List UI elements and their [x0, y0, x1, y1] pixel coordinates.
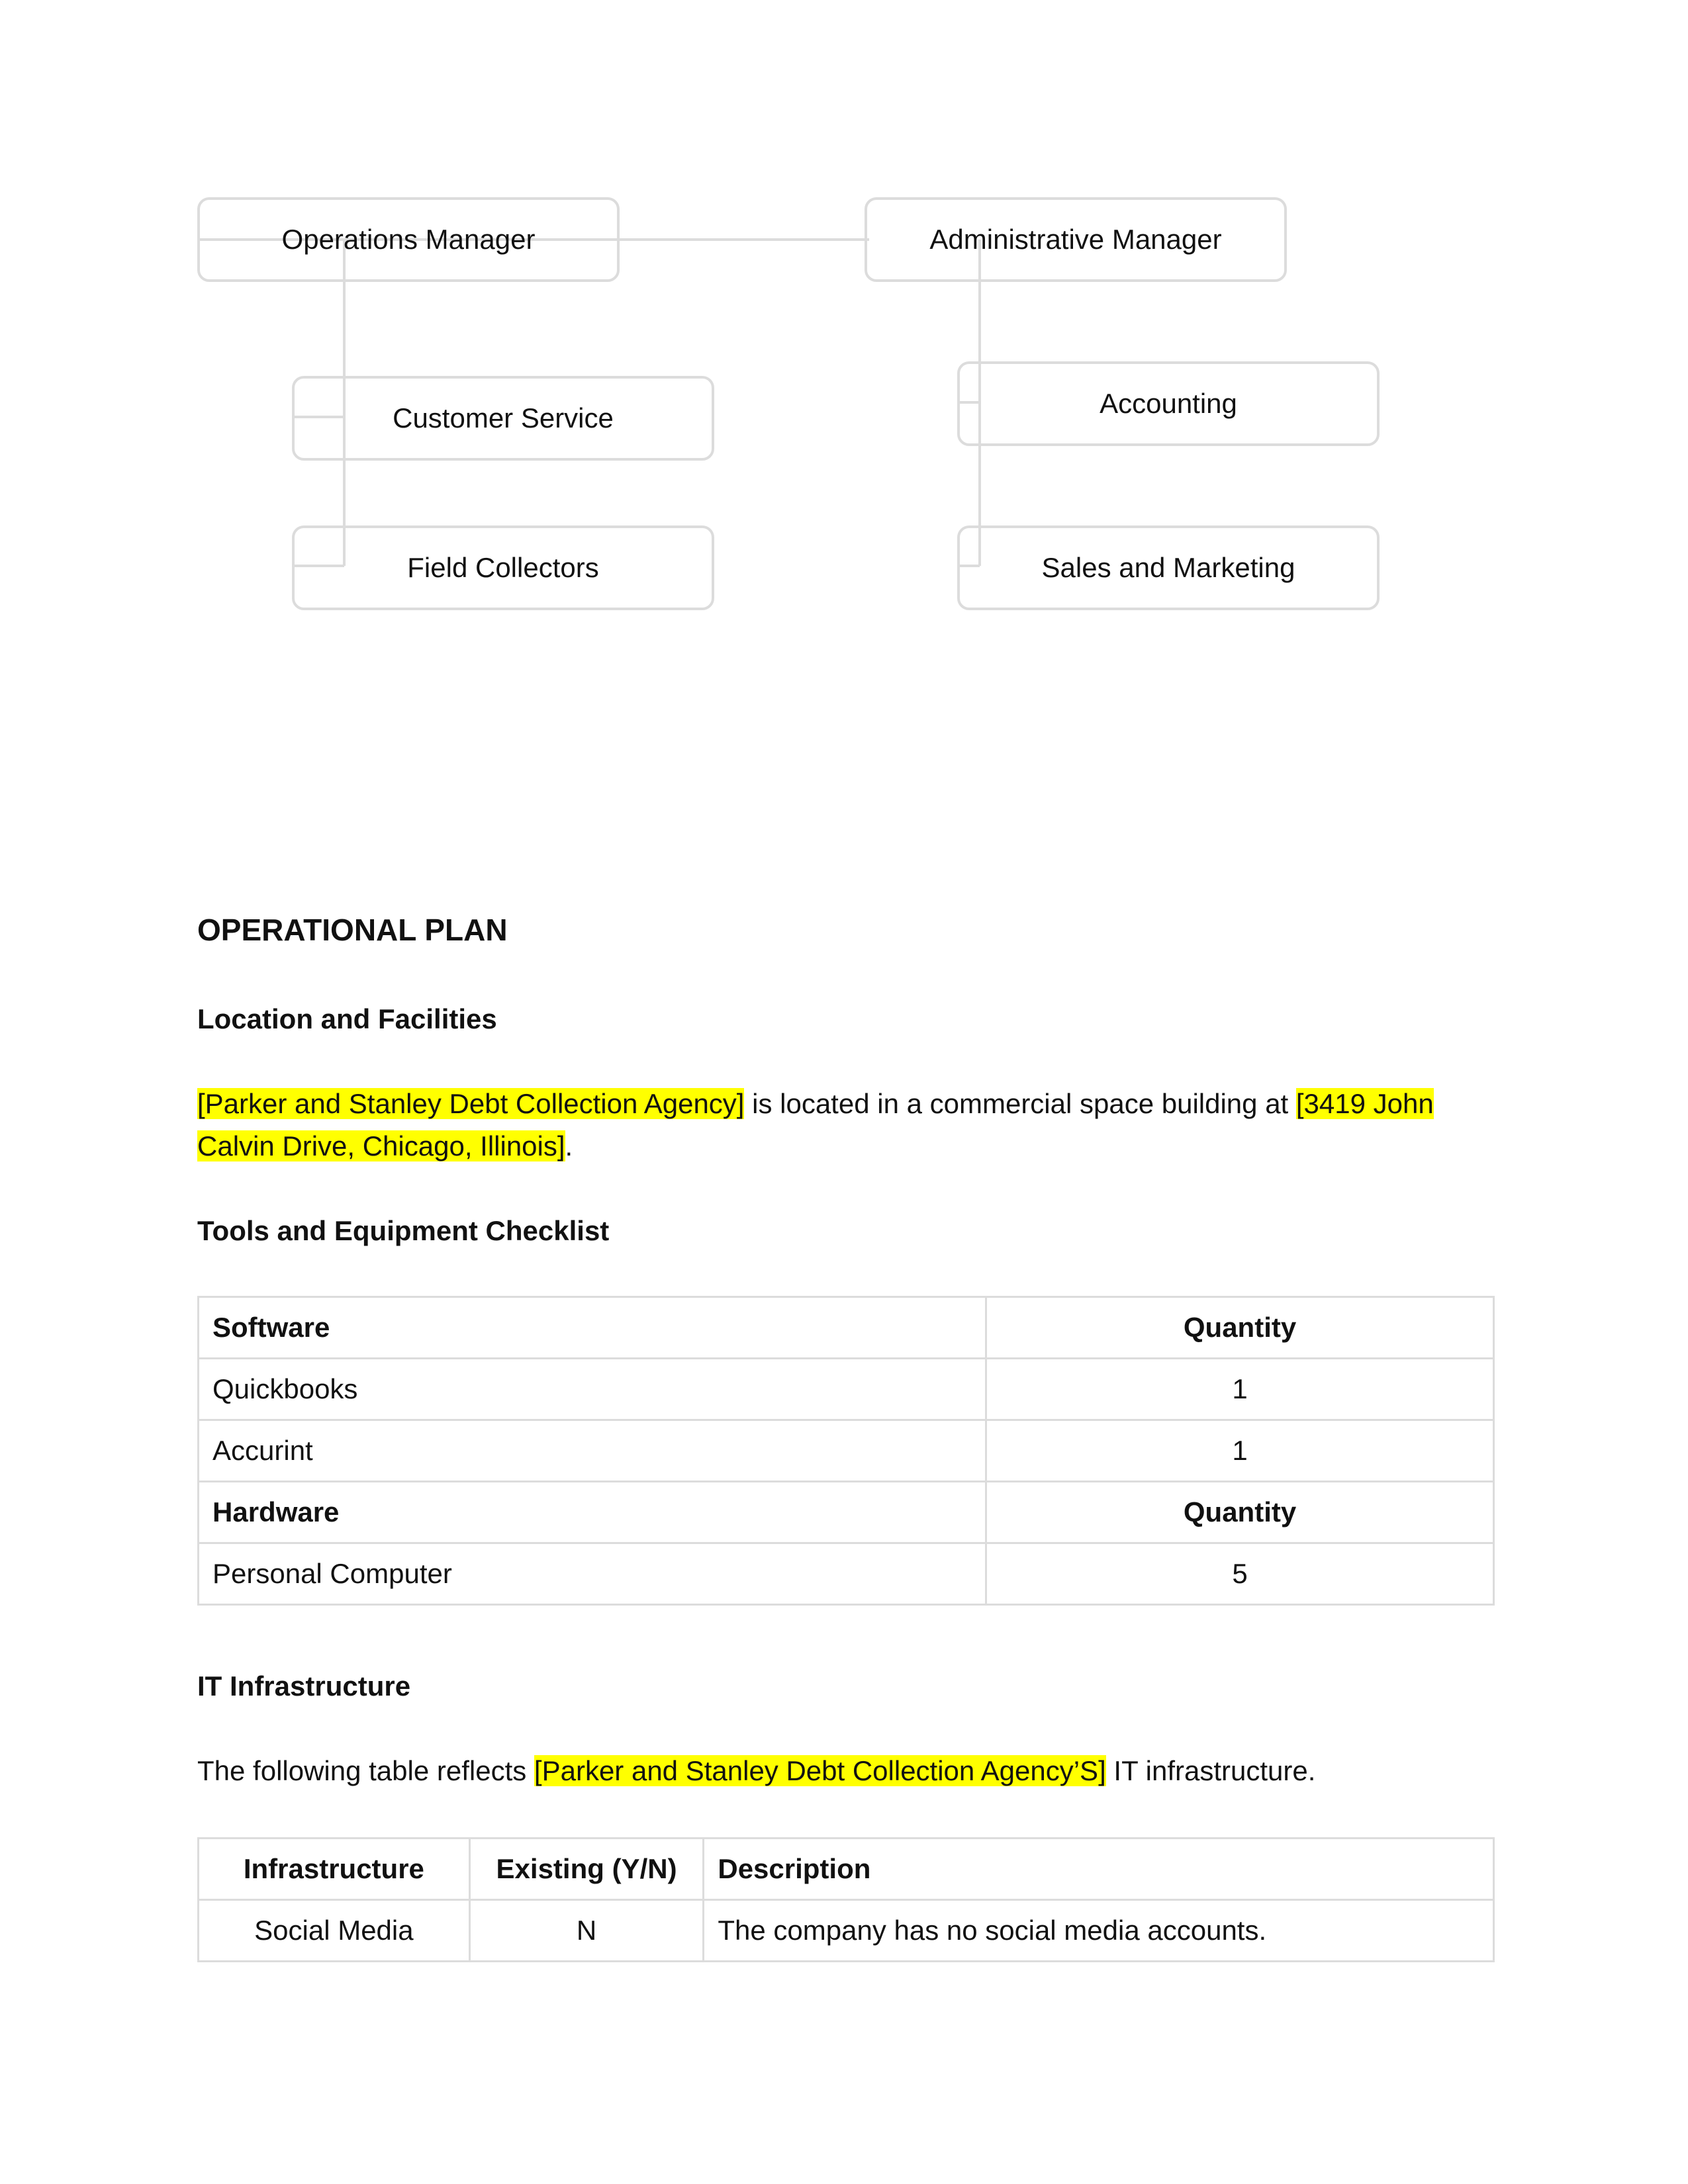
heading-location-and-facilities: Location and Facilities	[197, 1003, 497, 1034]
column-header-existing: Existing (Y/N)	[469, 1839, 704, 1900]
table-cell-item: Personal Computer	[199, 1543, 986, 1605]
table-cell-description: The company has no social media accounts.	[704, 1900, 1494, 1962]
table-row	[199, 1297, 1494, 1359]
heading-it-infrastructure: IT Infrastructure	[197, 1670, 411, 1702]
table-cell-item: Quickbooks	[199, 1359, 986, 1420]
table-header-row	[199, 1839, 1494, 1900]
org-label-administrative-manager: Administrative Manager	[929, 224, 1222, 255]
it-intro-before: The following table reflects	[197, 1755, 534, 1786]
location-middle-text: is located in a commercial space building at	[744, 1088, 1296, 1119]
org-box-operations-manager	[197, 197, 620, 282]
org-chart-connectors	[0, 0, 1688, 662]
table-cell-infrastructure: Social Media	[199, 1900, 470, 1962]
table-row	[199, 1543, 1494, 1605]
column-header-description: Description	[704, 1839, 1494, 1900]
table-cell-existing: N	[469, 1900, 704, 1962]
table-row	[199, 1420, 1494, 1482]
table-cell-quantity: Quantity	[986, 1297, 1494, 1359]
org-label-customer-service: Customer Service	[393, 402, 614, 433]
highlight-address: [3419 John Calvin Drive, Chicago, Illinois]	[197, 1088, 1434, 1161]
org-label-sales-and-marketing: Sales and Marketing	[1041, 552, 1295, 583]
org-label-field-collectors: Field Collectors	[407, 552, 599, 583]
table-cell-item: Hardware	[199, 1482, 986, 1543]
tools-equipment-table	[197, 1296, 1495, 1606]
table-cell-quantity: 5	[986, 1543, 1494, 1605]
org-label-operations-manager: Operations Manager	[281, 224, 536, 255]
org-box-customer-service	[292, 376, 714, 461]
table-cell-quantity: 1	[986, 1420, 1494, 1482]
table-cell-quantity: 1	[986, 1359, 1494, 1420]
highlight-company-name: [Parker and Stanley Debt Collection Agency]	[197, 1088, 745, 1119]
org-box-administrative-manager	[865, 197, 1287, 282]
org-box-accounting	[957, 361, 1380, 446]
table-cell-quantity: Quantity	[986, 1482, 1494, 1543]
location-paragraph	[197, 1083, 1495, 1167]
heading-tools-and-equipment: Tools and Equipment Checklist	[197, 1215, 610, 1246]
it-infrastructure-table	[197, 1837, 1495, 1962]
table-row	[199, 1359, 1494, 1420]
table-row	[199, 1482, 1494, 1543]
location-end-text: .	[565, 1130, 573, 1161]
table-cell-item: Accurint	[199, 1420, 986, 1482]
org-box-field-collectors	[292, 525, 714, 610]
highlight-company-name-possessive: [Parker and Stanley Debt Collection Agency’S]	[534, 1755, 1106, 1786]
table-row	[199, 1900, 1494, 1962]
it-intro-paragraph	[197, 1750, 1495, 1792]
org-label-accounting: Accounting	[1100, 388, 1237, 419]
org-box-sales-and-marketing	[957, 525, 1380, 610]
column-header-infrastructure: Infrastructure	[199, 1839, 470, 1900]
it-intro-after: IT infrastructure.	[1105, 1755, 1316, 1786]
section-title-operational-plan: OPERATIONAL PLAN	[197, 913, 508, 947]
table-cell-item: Software	[199, 1297, 986, 1359]
